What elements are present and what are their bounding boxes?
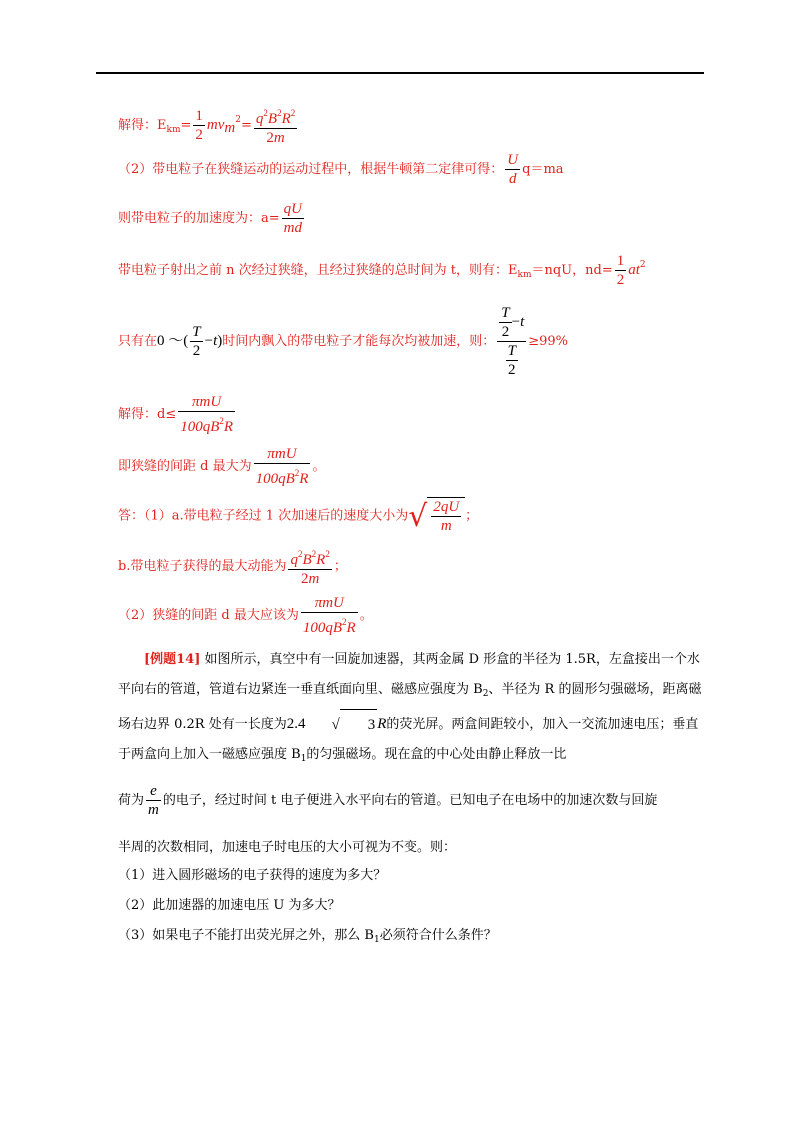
solution-line-5: 只有在0 ～( $\frac{T}{2}$ −t)时间内飘入的带电粒子才能每次均被加速，则： $\frac{T}{2}$ −t $\frac{T}{2}$ ≥99% xyxy=(118,305,569,378)
text: （2）狭缝的间距 d 最大应该为 xyxy=(118,608,299,623)
solution-line-1: 解得：$E_{km}=$ $\frac{1}{2}$ $mv_m^2=$ $\frac{q^2B^2R^2}{2m}$ xyxy=(118,104,299,147)
text: 半周的次数相同，加速电子时电压的大小可视为不变。则： xyxy=(118,840,457,855)
text: 答：（1）a.带电粒子经过 1 次加速后的速度大小为 xyxy=(118,508,409,524)
text: 必须符合什么条件？ xyxy=(379,928,497,943)
text: q＝ma xyxy=(522,162,564,177)
solution-line-4: 带电粒子射出之前 n 次经过狭缝，且经过狭缝的总时间为 t，则有：$E_{km}=nqU$，nd= $\frac{1}{2}$ $at^2$ xyxy=(118,253,646,288)
example-14-line-3 xyxy=(118,836,456,855)
question-3: （3）如果电子不能打出荧光屏之外，那么 $B_1$必须符合什么条件？ xyxy=(118,928,497,945)
text: 。 xyxy=(312,459,326,474)
text: 的电子，经过时间 t 电子便进入水平向右的管道。已知电子在电场中的加速次数与回旋 xyxy=(162,793,658,808)
text: 。 xyxy=(359,608,373,623)
text: 时间内飘入的带电粒子才能每次均被加速，则： xyxy=(222,334,496,349)
text: b.带电粒子获得的最大动能为 xyxy=(118,559,287,574)
text: （2）带电粒子在狭缝运动的运动过程中，根据牛顿第二定律可得： xyxy=(118,162,504,177)
answer-line-1: 答：（1）a.带电粒子经过 1 次加速后的速度大小为 √ $\frac{2qU}{m}$ ； xyxy=(118,498,479,534)
text: 的荧光屏。两盒间距较小，加入一交流加速电压；垂直于两盒向上加入一磁感应强度 B xyxy=(118,717,699,762)
text: 、半径为 R 的圆形匀强磁场，距离磁场右边界 0.2R 处有一长度为 xyxy=(118,682,702,732)
text: 荷为 xyxy=(118,793,145,808)
answer-line-2: b.带电粒子获得的最大动能为 $\frac{q^2B^2R^2}{2m}$ ； xyxy=(118,545,347,588)
text: 的匀强磁场。现在盒的中心处由静止释放一比 xyxy=(306,747,567,762)
text: 解得：d≤ xyxy=(118,407,177,422)
text: ； xyxy=(333,559,347,574)
example-14-paragraph: [例题14] 如图所示，真空中有一回旋加速器，其两金属 D 形盒的半径为 1.5R，左盒接出一个水平向右的管道，管道右边紧连一垂直纸面向里、磁感应强度为 $B_2$、半径为 R 的圆形匀强磁场，距离磁场右边界 0.2R 处有一长度为2.4 √ 3 R的荧光屏。两盒间距较小，加入一交流加速电压；垂直于两盒向上加入一磁感应强度 $B_1$的匀强磁场。现在盒的中心处由静止释放一比 xyxy=(118,652,702,764)
text: 如图所示，真空中有一回旋加速器，其两金属 D 形盒的半径为 1.5R，左盒接出一个水平向右的管道，管道右边紧连一垂直纸面向里、磁感应强度为 B xyxy=(118,652,700,697)
text: ； xyxy=(465,508,479,524)
text: 只有在 xyxy=(118,334,158,349)
header-rule xyxy=(96,72,704,74)
answer-line-3: （2）狭缝的间距 d 最大应该为 πmU $100qB^2R$ 。 xyxy=(118,595,373,636)
solution-line-7: 即狭缝的间距 d 最大为 πmU $100qB^2R$ 。 xyxy=(118,446,326,487)
solution-line-6: 解得：d≤ πmU $100qB^2R$ xyxy=(118,394,234,435)
solution-line-3: 则带电粒子的加速度为：a= $\frac{qU}{md}$ xyxy=(118,201,302,236)
example-tag: [例题14] xyxy=(144,652,201,667)
question-2 xyxy=(118,894,341,913)
text: 则带电粒子的加速度为：a= xyxy=(118,211,280,226)
text: （3）如果电子不能打出荧光屏之外，那么 B xyxy=(118,928,374,943)
text: ≥99% xyxy=(528,334,569,349)
example-14-line-2: 荷为 $\frac{e}{m}$ 的电子，经过时间 t 电子便进入水平向右的管道。已知电子在电场中的加速次数与回旋 xyxy=(118,783,658,818)
text: 带电粒子射出之前 n 次经过狭缝，且经过狭缝的总时间为 t，则有：E xyxy=(118,263,518,278)
text: ＝nqU，nd= xyxy=(531,263,613,278)
text: 即狭缝的间距 d 最大为 xyxy=(118,459,252,474)
text: 解得：E xyxy=(118,118,167,133)
question-1 xyxy=(118,864,386,883)
text: （2）此加速器的加速电压 U 为多大？ xyxy=(118,898,341,913)
solution-line-2: （2）带电粒子在狭缝运动的运动过程中，根据牛顿第二定律可得： $\frac{U}{d}$ q＝ma xyxy=(118,152,564,187)
text: （1）进入圆形磁场的电子获得的速度为多大？ xyxy=(118,868,387,883)
